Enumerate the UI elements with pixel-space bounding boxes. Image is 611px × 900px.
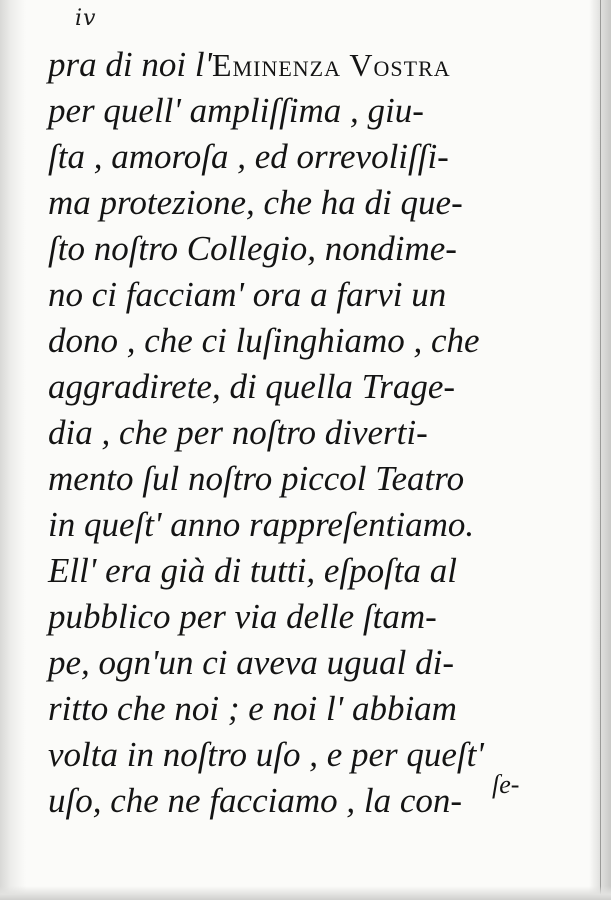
binding-gutter-shadow — [0, 0, 26, 900]
text-line: dia , che per noſtro diverti- — [48, 413, 428, 452]
text-line: dono , che ci luſinghiamo , che — [48, 321, 480, 360]
text-line: uſo, che ne facciamo , la con- — [48, 781, 463, 820]
text-line: ſta , amoroſa , ed orrevoliſſi- — [48, 137, 449, 176]
catchword: ſe- — [492, 770, 520, 799]
text-line: mento ſul noſtro piccol Teatro — [48, 459, 465, 498]
page-bottom-edge — [0, 886, 611, 900]
text-line: Ell' era già di tutti, eſpoſta al — [48, 551, 457, 590]
text-line: ſto noſtro Collegio, nondime- — [48, 229, 457, 268]
text-line: volta in noſtro uſo , e per queſt' — [48, 735, 484, 774]
text-line: pe, ogn'un ci aveva ugual di- — [48, 643, 454, 682]
text-emphasis-small-caps: Eminenza Vostra — [212, 47, 451, 83]
text-line: ma protezione, che ha di que- — [48, 183, 463, 222]
text-line — [48, 42, 568, 88]
text-line: ritto che noi ; e noi l' abbiam — [48, 689, 457, 728]
body-text — [48, 42, 568, 824]
text-line: per quell' ampliſſima , giu- — [48, 91, 424, 130]
text-line: no ci facciam' ora a farvi un — [48, 275, 447, 314]
text-line: in queſt' anno rappreſentiamo. — [48, 505, 475, 544]
text-line: aggradirete, di quella Trage- — [48, 367, 456, 406]
next-leaf-edge-line — [600, 0, 601, 900]
text-line: pubblico per via delle ſtam- — [48, 597, 437, 636]
page-number: iv — [75, 6, 97, 31]
text-run: pra di noi l' — [48, 45, 213, 84]
